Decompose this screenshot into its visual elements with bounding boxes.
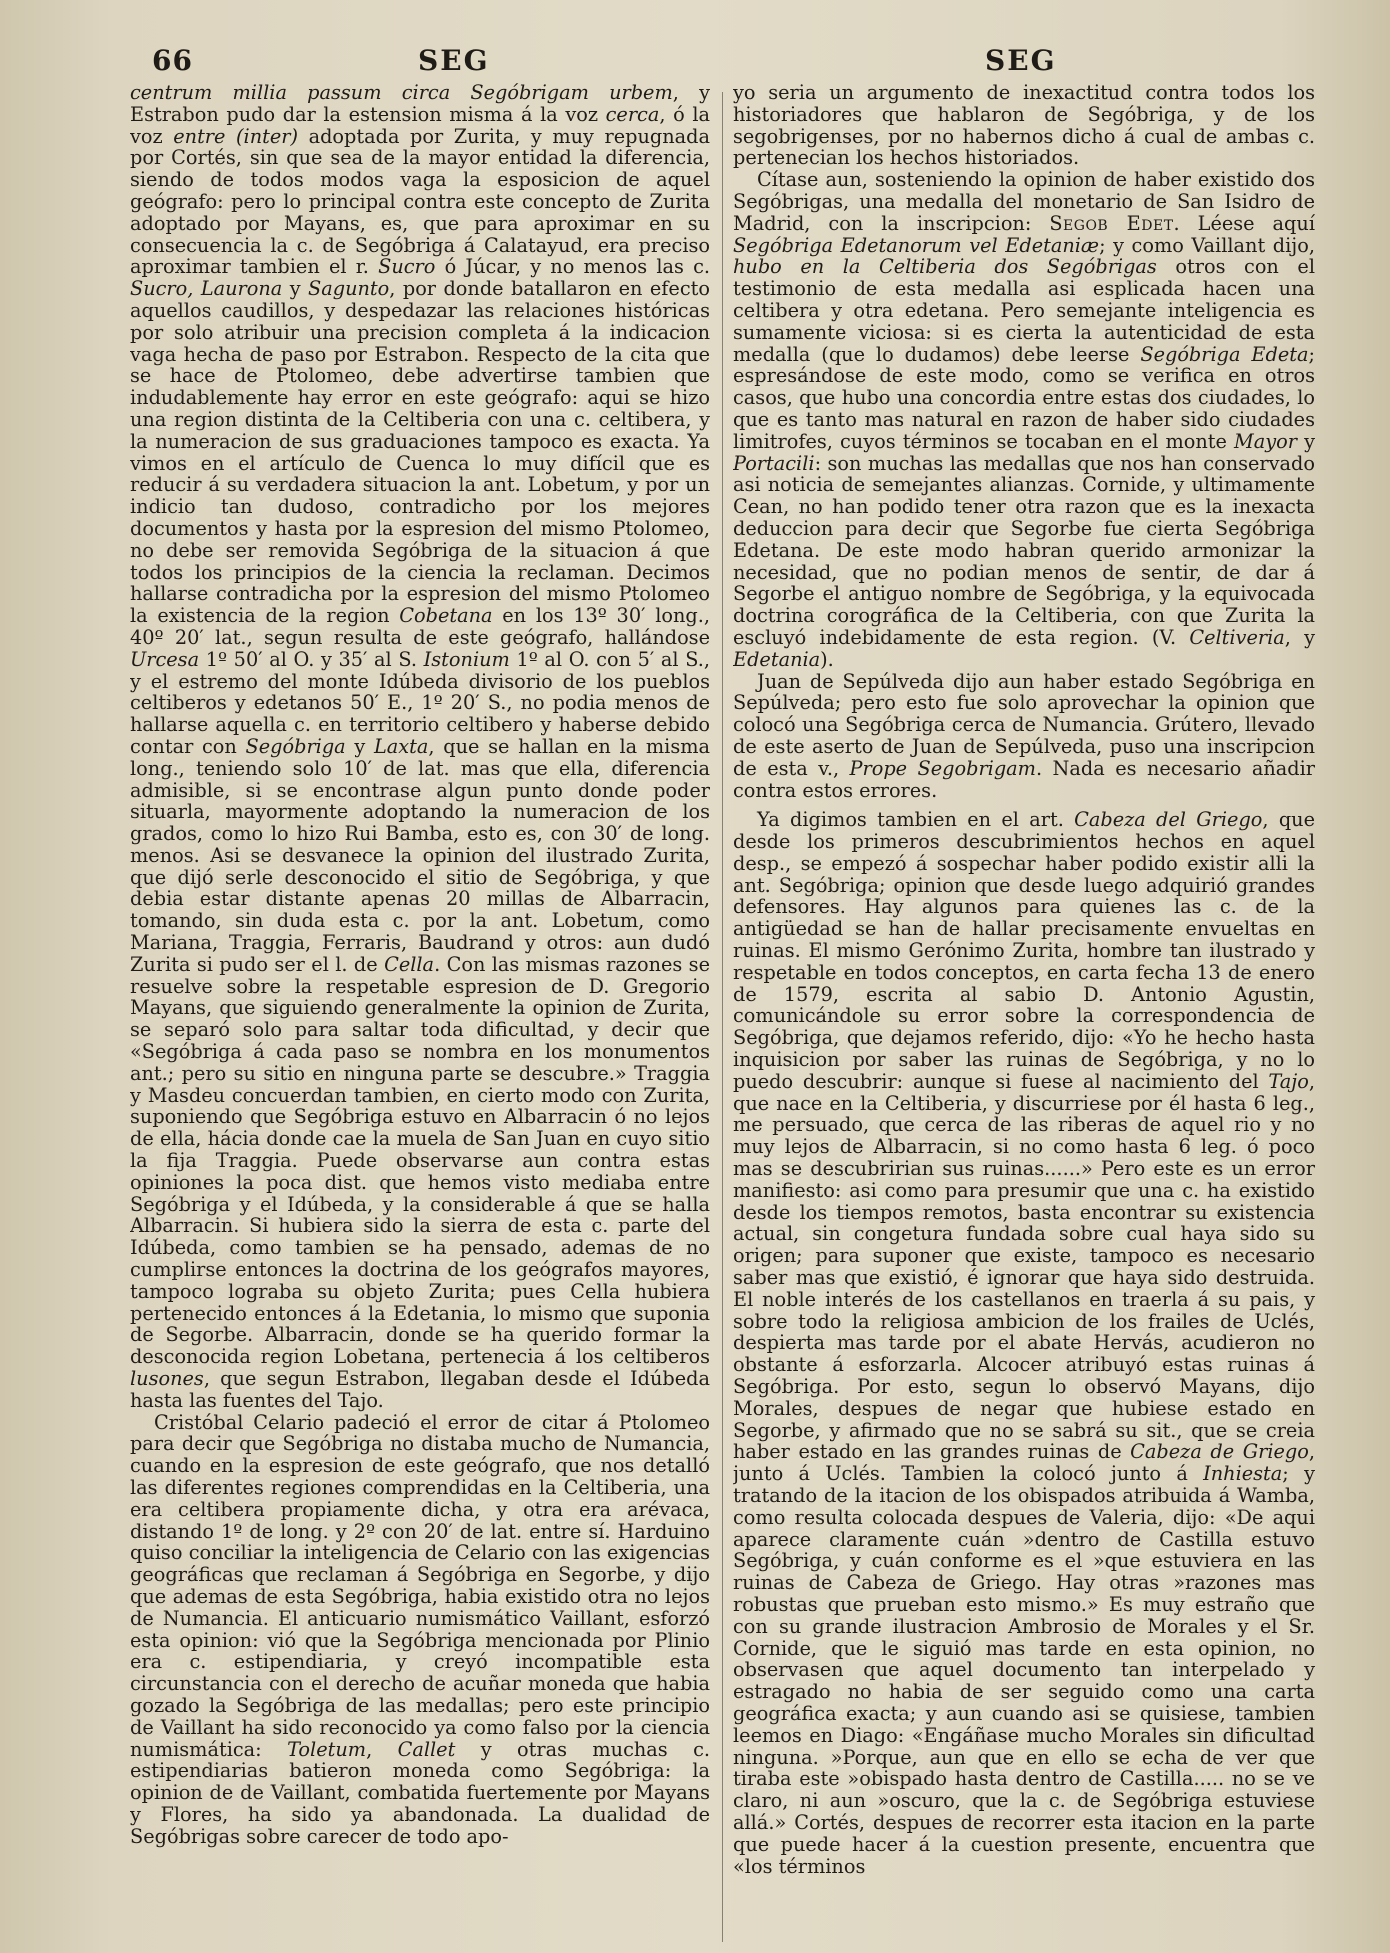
text: , que nace en la Celtiberia, y discurriese por él hasta 6 leg., me persuado, que cerca de las riberas de aquel rio y no muy lejos de Albarracin, si no como hasta 6 leg. ó poco mas se descubririan sus ruinas......» Pero este es un error manifiesto: asi como para presumir que una c. ha existido desde los tiempos remotos, basta encontrar su existencia actual, sin congetura fundada sobre cual haya sido su origen; para suponer que existe, tampoco es necesario saber mas que existió, é ignorar que haya sido destruida. El noble interés de los castellanos en traerla á su pais, y sobre todo la religiosa ambicion de los frailes de Uclés, despierta mas tarde por el abate Hervás, acudieron no obstante á esforzarla. Alcocer atribuyó estas ruinas á Segóbriga. Por esto, segun lo observó Mayans, dijo Morales, despues de negar que hubiese estado en Segorbe, y afirmado que no se sabrá su sit., que se creia haber estado en las grandes ruinas de [733, 1069, 1315, 1464]
text: Cristóbal Celario padeció el error de citar á Ptolomeo para decir que Segóbriga no distaba mucho de Numancia, cuando en la espresion de este geógrafo, que nos detalló las diferentes regiones comprendidas en la Celtiberia, una era celtibera propiamente dicha, y otra era arévaca, distando 1º de long. y 2º con 20′ de lat. entre sí. Harduino quiso conciliar la inteligencia de Celario con las exigencias geográficas que reclaman á Segóbriga en Segorbe, y dijo que ademas de esta Segóbriga, habia existido otra no lejos de Numancia. El anticuario numismático Vaillant, esforzó esta opinion: vió que la Segóbriga mencionada por Plinio era c. estipendiaria, y creyó incompatible esta circunstancia con el derecho de acuñar moneda que habia gozado la Segóbriga de las medallas; pero este principio de Vaillant ha sido reconocido ya como falso por la ciencia numismática: [130, 1410, 710, 1761]
italic-text: Segóbriga [245, 734, 346, 758]
text: 1º 50′ al O. y 35′ al S. [199, 647, 424, 671]
italic-text: Callet [397, 1737, 456, 1761]
italic-text: Segóbriga Edetanorum vel Edetaniæ [733, 233, 1100, 257]
coin-inscription: Segob Edet [1049, 211, 1174, 235]
italic-text: hubo en la Celtiberia dos Segóbrigas [733, 255, 1157, 279]
italic-text: Urcesa [130, 647, 200, 671]
text: . Nada es necesario añadir contra estos errores. [733, 756, 1315, 802]
italic-text: Cobetana [399, 604, 493, 628]
italic-text: Cabeza de Griego [1130, 1440, 1309, 1464]
italic-text: lusones [130, 1367, 204, 1391]
italic-text: Tajo [1268, 1069, 1309, 1093]
text: , que desde los primeros descubrimientos hechos en aquel desp., se empezó á sospechar haber podido existir alli la ant. Segóbriga; opinion que desde luego adquirió grandes defensores. Hay algunos para quienes las c. de la antigüedad se han de hallar precisamente envueltas en ruinas. El mismo Gerónimo Zurita, hombre tan ilustrado y respetable en todos conceptos, en carta fecha 13 de enero de 1579, escrita al sabio D. Antonio Agustin, comunicándole su error sobre la correspondencia de Segóbriga, que dejamos referido, dijo: «Yo he hecho hasta inquisicion por saber las ruinas de Segóbriga, y no lo puedo descubrir: aunque si fuese al nacimiento del [733, 808, 1315, 1093]
paragraph [130, 82, 710, 1412]
text: , que segun Estrabon, llegaban desde el Idúbeda hasta las fuentes del Tajo. [130, 1367, 710, 1412]
text: adoptada por Zurita, y muy repugnada por Cortés, sin que sea de la mayor entidad la diferencia, siendo de todos modos vaga la esposicion de aquel geógrafo: pero lo principal contra este concepto de Zurita adoptado por Mayans, es, que para aproximar en su consecuencia la c. de Segóbriga á Calatayud, era preciso aproximar tambien el r. [130, 124, 710, 279]
text: . Léese aquí [1173, 211, 1315, 235]
italic-text: Laxta [373, 734, 429, 758]
text: ). [820, 647, 834, 671]
text: . Con las mismas razones se resuelve sobre la respetable espresion de D. Gregorio Mayans, que siguiendo generalmente la opinion de Zurita, se separó solo para saltar toda dificultad, y decir que «Segóbriga á cada paso se nombra en los monumentos ant.; pero su sitio en ninguna parte se descubre.» Traggia y Masdeu concuerdan tambien, en cierto modo con Zurita, suponiendo que Segóbriga estuvo en Albarracin ó no lejos de ella, hácia donde cae la muela de San Juan en cuyo sitio la fija Traggia. Puede observarse aun contra estas opiniones la poca dist. que hemos visto mediaba entre Segóbriga y el Idúbeda, y la considerable á que se halla Albarracin. Si hubiera sido la sierra de esta c. parte del Idúbeda, como tambien se ha pensado, ademas de no cumplirse entonces la doctrina de los geógrafos mayores, tampoco lograba su objeto Zurita; pues Cella hubiera pertenecido entonces á la Edetania, lo mismo que suponia de Segorbe. Albarracin, donde se ha querido formar la desconocida region Lobetana, pertenecia á los celtiberos [130, 952, 710, 1369]
italic-text: Toletum [287, 1737, 367, 1761]
italic-text: Edetania [733, 647, 821, 671]
text: , por donde batallaron en efecto aquellos caudillos, y despedazar las relaciones históricas por solo atribuir una precision completa á la indicacion vaga hecha de paso por Estrabon. Respecto de la cita que se hace de Ptolomeo, debe advertirse tambien que indudablemente hay error en este geógrafo: aqui se hizo una region distinta de la Celtiberia con una c. celtibera, y la numeracion de sus graduaciones tampoco es exacta. Ya vimos en el artículo de Cuenca lo muy difícil que es reducir á su verdadera situacion la ant. Lobetum, y por un indicio tan dudoso, contradicho por los mejores documentos y hasta por la espresion del mismo Ptolomeo, no debe ser removida Segóbriga de la situacion á que todos los principios de la ciencia la reclaman. Decimos hallarse contradicha por la espresion del mismo Ptolomeo la existencia de la region [130, 277, 710, 628]
left-column [130, 82, 710, 1937]
text: y otras muchas c. estipendiarias batieron moneda como Segóbriga: la opinion de de Vaillant, combatida fuertemente por Mayans y Flores, ha sido ya abandonada. La dualidad de Segóbrigas sobre carecer de todo apo- [130, 1737, 710, 1848]
text: Juan de Sepúlveda dijo aun haber estado Segóbriga en Sepúlveda; pero esto fue solo aprovechar la opinion que colocó una Segóbriga cerca de Numancia. Grútero, llevado de este aserto de Juan de Sepúlveda, puso una inscripcion de esta v., [733, 669, 1315, 780]
italic-text: Mayor [1234, 429, 1298, 453]
italic-text: Celtiveria [1189, 625, 1285, 649]
paragraph [733, 671, 1315, 802]
text: ; y como Vaillant dijo, [1099, 233, 1315, 257]
italic-text: Sucro [378, 255, 436, 279]
paragraph [130, 1412, 710, 1848]
italic-text: Cella [384, 952, 435, 976]
right-column [733, 82, 1315, 1937]
column-divider [722, 92, 723, 1942]
italic-text: Portacili [733, 451, 815, 475]
text: y [1297, 429, 1315, 453]
text: , ó la voz [130, 102, 710, 148]
paragraph [733, 169, 1315, 670]
running-head-right: SEG [985, 44, 1057, 77]
italic-text: Prope Segobrigam [849, 756, 1036, 780]
italic-text: Sagunto [308, 277, 390, 301]
text: : son muchas las medallas que nos han conservado asi noticia de semejantes alianzas. Cornide, y ultimamente Cean, no han podido tener otra razon que es la inexacta deduccion para decir que Segorbe fue cierta Segóbriga Edetana. De este modo habran querido armonizar la necesidad, que no podian menos de sentir, de dar á Segorbe el antiguo nombre de Segóbriga, y la equivocada doctrina corográfica de la Celtiberia, con que Zurita la escluyó indebidamente de esta region. (V. [733, 451, 1315, 649]
italic-text: entre (inter) [173, 124, 299, 148]
text: , y [1284, 625, 1315, 649]
text: Ya digimos tambien en el art. [757, 808, 1075, 832]
text: y [345, 734, 374, 758]
italic-text: Inhiesta [1203, 1462, 1283, 1486]
text: ; y tratando de la itacion de los obispados atribuida á Wamba, como resulta colocada despues de Valeria, dijo: «De aqui aparece claramente cuán »dentro de Castilla estuvo Segóbriga, y cuán conforme es el »que estuviera en las ruinas de Cabeza de Griego. Hay otras »razones mas robustas que prueban esto mismo.» Es muy estraño que con su grande ilustracion Ambrosio de Morales y el Sr. Cornide, que le siguió mas tarde en esta opinion, no observasen que aquel documento tan interpelado y estragado no habia de ser seguido como una carta geográfica exacta; y aun cuando asi se quisiese, tambien leemos en Diago: «Engáñase mucho Morales sin dificultad ninguna. »Porque, aun que en ello se echa de ver que tiraba este »obispado hasta dentro de Castilla..... no se ve claro, ni aun »oscuro, que la c. de Segóbriga estuviese allá.» Cortés, despues de recorrer esta itacion en la parte que puede hacer á la cuestion presente, encuentra que «los términos [733, 1462, 1315, 1878]
page-header [0, 44, 1390, 84]
text: otros con el testimonio de esta medalla asi esplicada hacen una celtibera y otra edetana. Pero semejante inteligencia es sumamente viciosa: si es cierta la autenticidad de esta medalla (que lo dudamos) debe leerse [733, 255, 1315, 366]
text: , que se hallan en la misma long., teniendo solo 10′ de lat. mas que ella, diferencia admisible, si se encontrase algun punto donde poder situarla, mayormente adoptando la numeracion de los grados, como lo hizo Rui Bamba, esto es, con 30′ de long. menos. Asi se desvanece la opinion del ilustrado Zurita, que dijó serle desconocido el sitio de Segóbriga, y que debia estar distante apenas 20 millas de Albarracin, tomando, sin duda esta c. por la ant. Lobetum, como Mariana, Traggia, Ferraris, Baudrand y otros: aun dudó Zurita si pudo ser el l. de [130, 734, 710, 976]
italic-text: cerca [605, 102, 660, 126]
paragraph [733, 82, 1315, 169]
page-number: 66 [152, 44, 193, 77]
italic-text: centrum millia passum circa Segóbrigam urbem [130, 82, 673, 104]
text: 1º al O. con 5′ al S., y el estremo del monte Idúbeda divisorio de los pueblos celtiberos y edetanos 50′ E., 1º 20′ S., no podia menos de hallarse aquella c. en territorio celtibero y haberse debido contar con [130, 647, 710, 758]
italic-text: Sucro, Laurona [130, 277, 283, 301]
italic-text: Segóbriga Edeta [1140, 342, 1309, 366]
paragraph [733, 809, 1315, 1877]
text: , [366, 1737, 398, 1761]
text: en los 13º 30′ long., 40º 20′ lat., segun resulta de este geógrafo, hallándose [130, 604, 710, 649]
italic-text: Istonium [423, 647, 510, 671]
text: yo seria un argumento de inexactitud contra todos los historiadores que hablaron de Segóbriga, y de los segobrigenses, por no habernos dicho á cual de ambas c. pertenecian los hechos historiados. [733, 82, 1315, 170]
text: , y Estrabon pudo dar la estension misma á la voz [130, 82, 710, 126]
text: y [282, 277, 309, 301]
running-head-left: SEG [418, 44, 490, 77]
text: ; espresándose de este modo, como se verifica en otros casos, que hubo una concordia entre estas dos ciudades, lo que es tanto mas natural en razon de haber sido ciudades limitrofes, cuyos términos se tocaban en el monte [733, 342, 1315, 453]
text: ó Júcar, y no menos las c. [435, 255, 710, 279]
text: Cítase aun, sosteniendo la opinion de haber existido dos Segóbrigas, una medalla del monetario de San Isidro de Madrid, con la inscripcion: [733, 168, 1315, 235]
italic-text: Cabeza del Griego [1074, 808, 1263, 832]
text: , junto á Uclés. Tambien la colocó junto á [733, 1440, 1315, 1486]
